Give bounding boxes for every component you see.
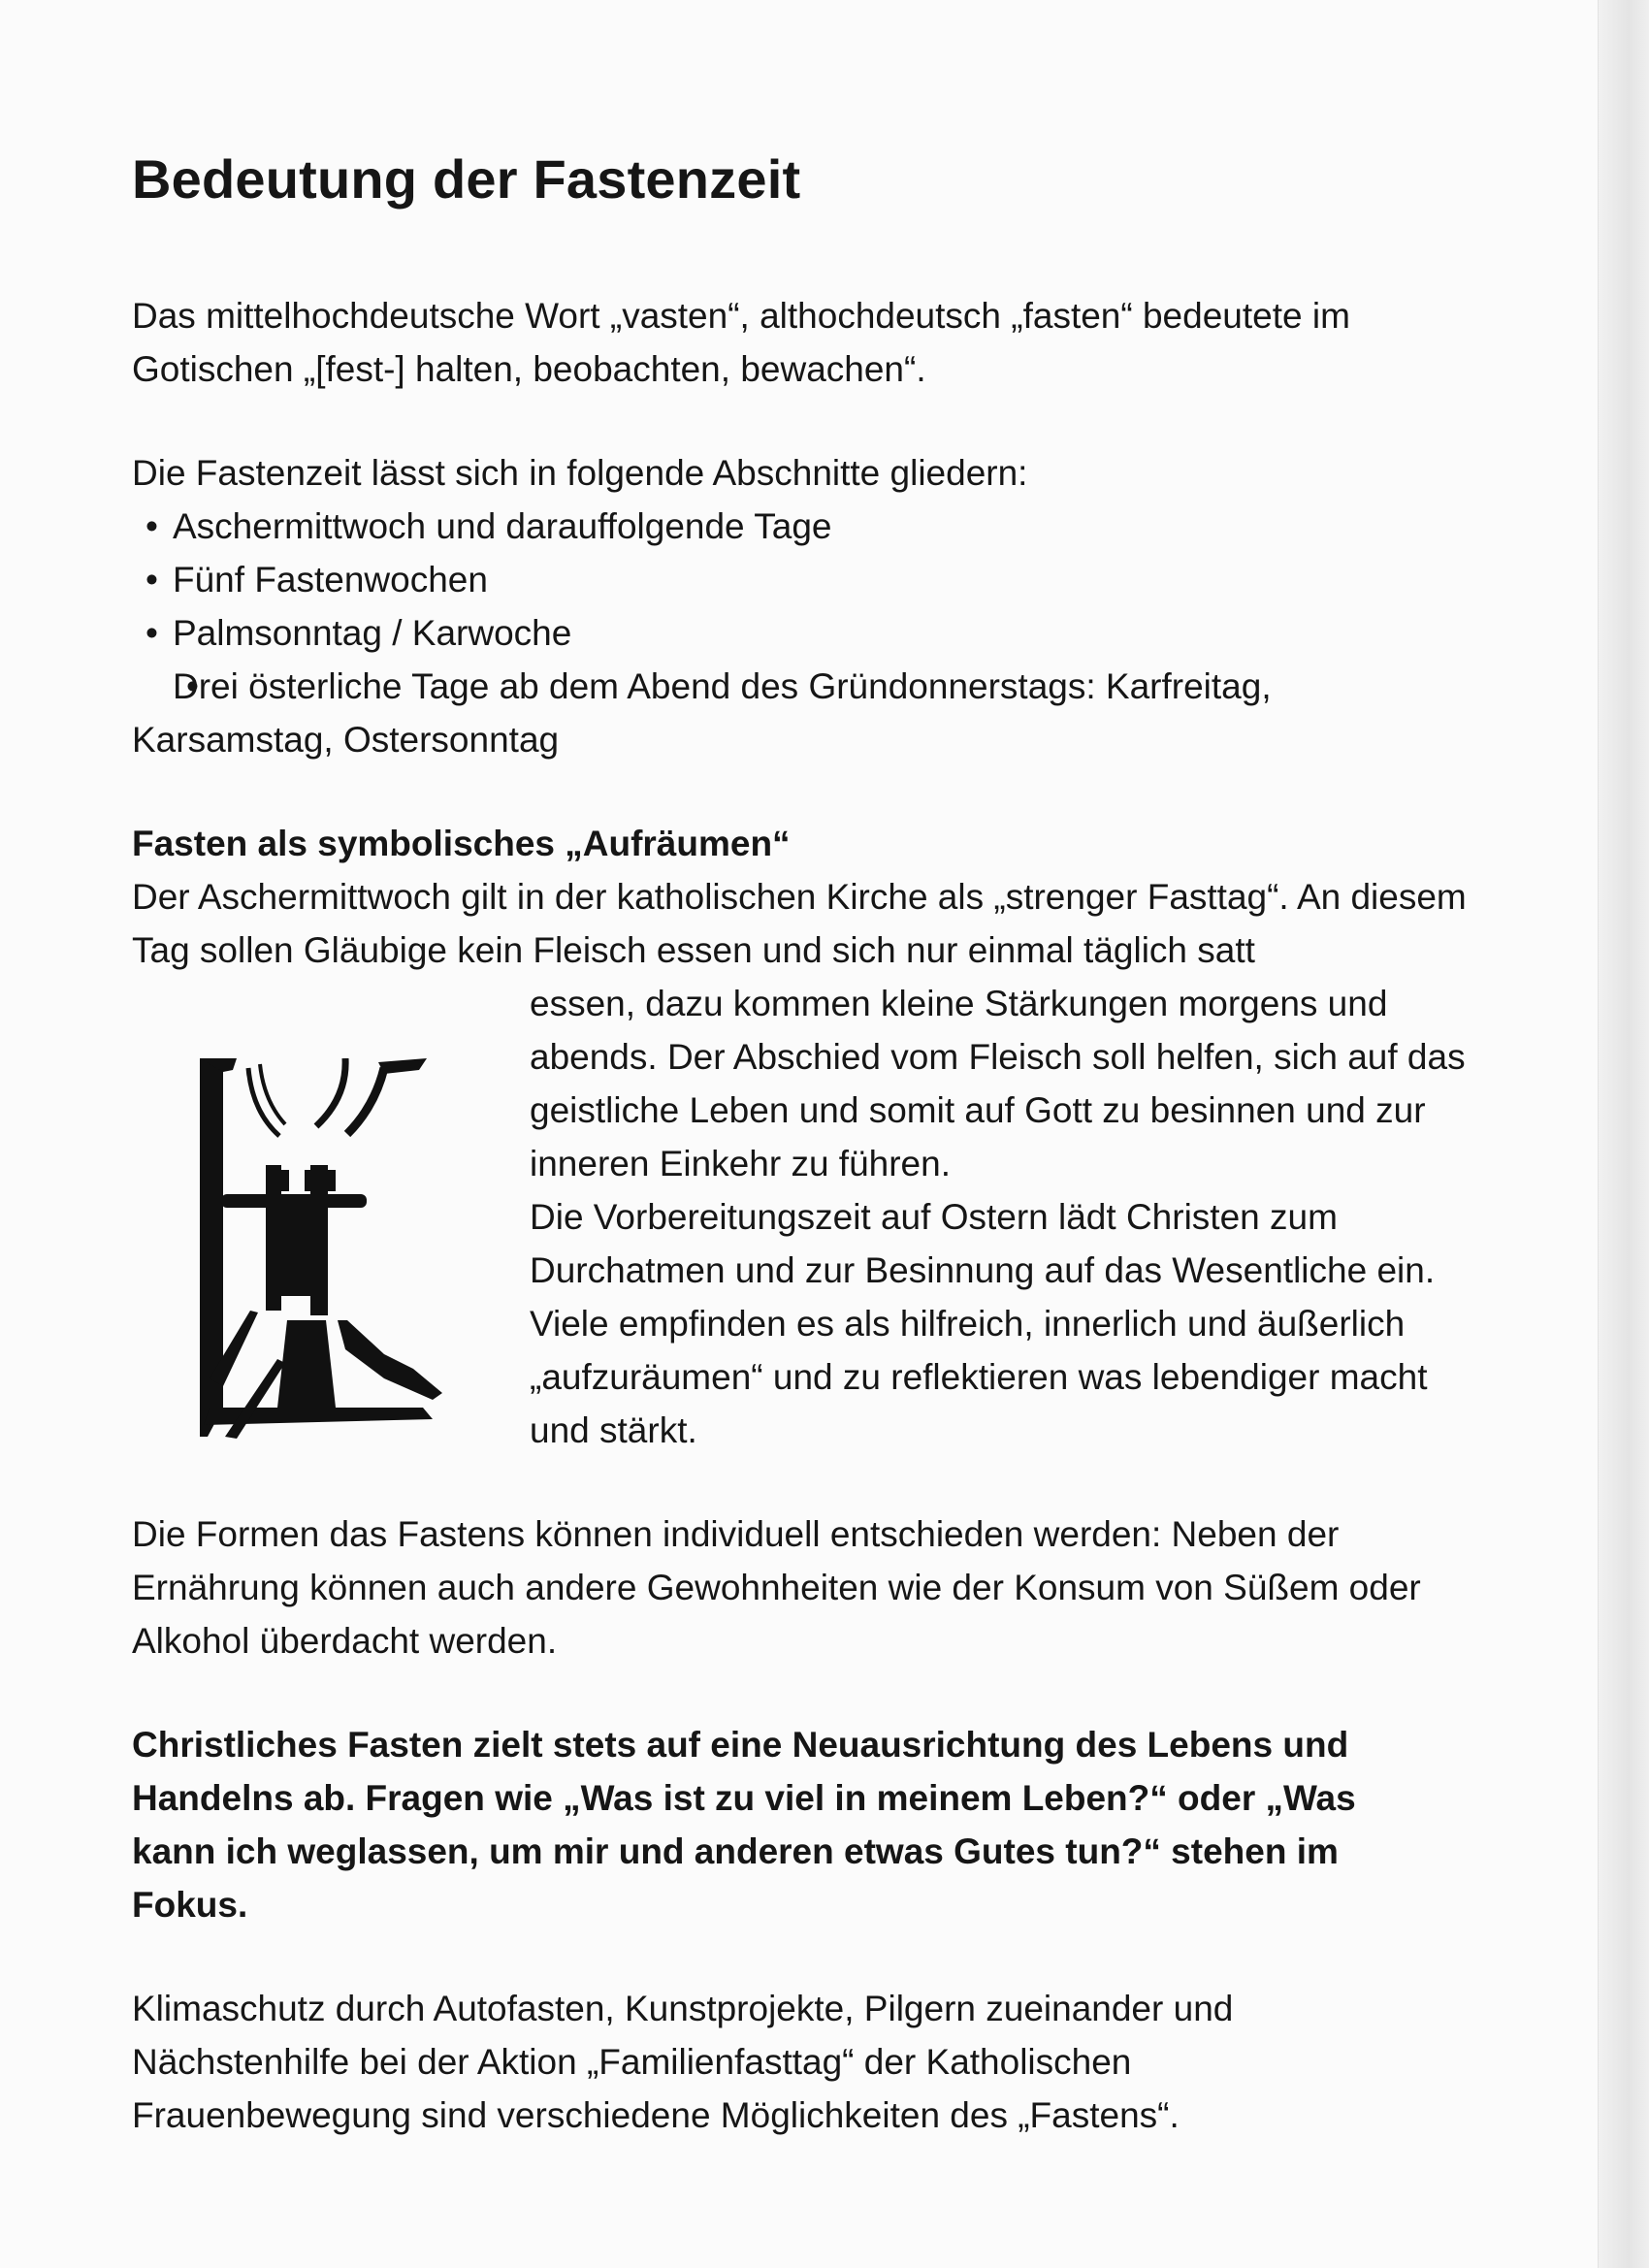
- ash-wednesday-continued: essen, dazu kommen kleine Stärkungen morgens und abends. Der Abschied vom Fleisch soll helfen, sich auf das geistliche Leben und somit auf Gott zu besinnen und zur inneren Einkehr zu führen.: [530, 984, 1466, 1183]
- document-page: [132, 146, 1490, 2142]
- cross-logo-icon: [190, 1058, 491, 1466]
- sections-list: [132, 500, 1490, 766]
- section-heading-symbolic: Fasten als symbolisches „Aufräumen“: [132, 824, 791, 863]
- page-edge-shadow: [1598, 0, 1649, 2268]
- list-item: • Fünf Fastenwochen: [132, 553, 1490, 606]
- climate-protection-paragraph: Klimaschutz durch Autofasten, Kunstprojekte, Pilgern zueinander und Nächstenhilfe bei der Aktion „Familienfasttag“ der Katholischen Frauenbewegung sind verschiedene Möglichkeiten des „Fastens“.: [132, 1989, 1234, 2135]
- figure-block: [132, 977, 1490, 1457]
- fasting-forms-paragraph: Die Formen das Fastens können individuell entschieden werden: Neben der Ernährung können auch andere Gewohnheiten wie der Konsum von Süßem oder Alkohol überdacht werden.: [132, 1514, 1421, 1661]
- list-item: • Drei österliche Tage ab dem Abend des Gründonnerstags: Karfreitag, Karsamstag, Ostersonntag: [132, 660, 1432, 766]
- list-item: • Aschermittwoch und darauffolgende Tage: [132, 500, 1490, 553]
- easter-preparation-paragraph: Die Vorbereitungszeit auf Ostern lädt Christen zum Durchatmen und zur Besinnung auf das Wesentliche ein.: [530, 1197, 1436, 1290]
- ash-wednesday-lead: Der Aschermittwoch gilt in der katholischen Kirche als „strenger Fasttag“. An diesem Tag sollen Gläubige kein Fleisch essen und sich nur einmal täglich satt: [132, 877, 1467, 970]
- figure-side-text: [530, 977, 1490, 1457]
- christian-fasting-paragraph: Christliches Fasten zielt stets auf eine Neuausrichtung des Lebens und Handelns ab. Fragen wie „Was ist zu viel in meinem Leben?“ oder „Was kann ich weglassen, um mir und anderen etwas Gutes tun?“ stehen im Fokus.: [132, 1725, 1356, 1925]
- list-item: • Palmsonntag / Karwoche: [132, 606, 1490, 660]
- sections-intro: Die Fastenzeit lässt sich in folgende Abschnitte gliedern:: [132, 453, 1028, 493]
- intro-paragraph: Das mittelhochdeutsche Wort „vasten“, althochdeutsch „fasten“ bedeutete im Gotischen „[fest-] halten, beobachten, bewachen“.: [132, 296, 1350, 389]
- reflection-paragraph: Viele empfinden es als hilfreich, innerlich und äußerlich „aufzuräumen“ und zu reflektieren was lebendiger macht und stärkt.: [530, 1304, 1428, 1450]
- page-title: Bedeutung der Fastenzeit: [132, 148, 801, 210]
